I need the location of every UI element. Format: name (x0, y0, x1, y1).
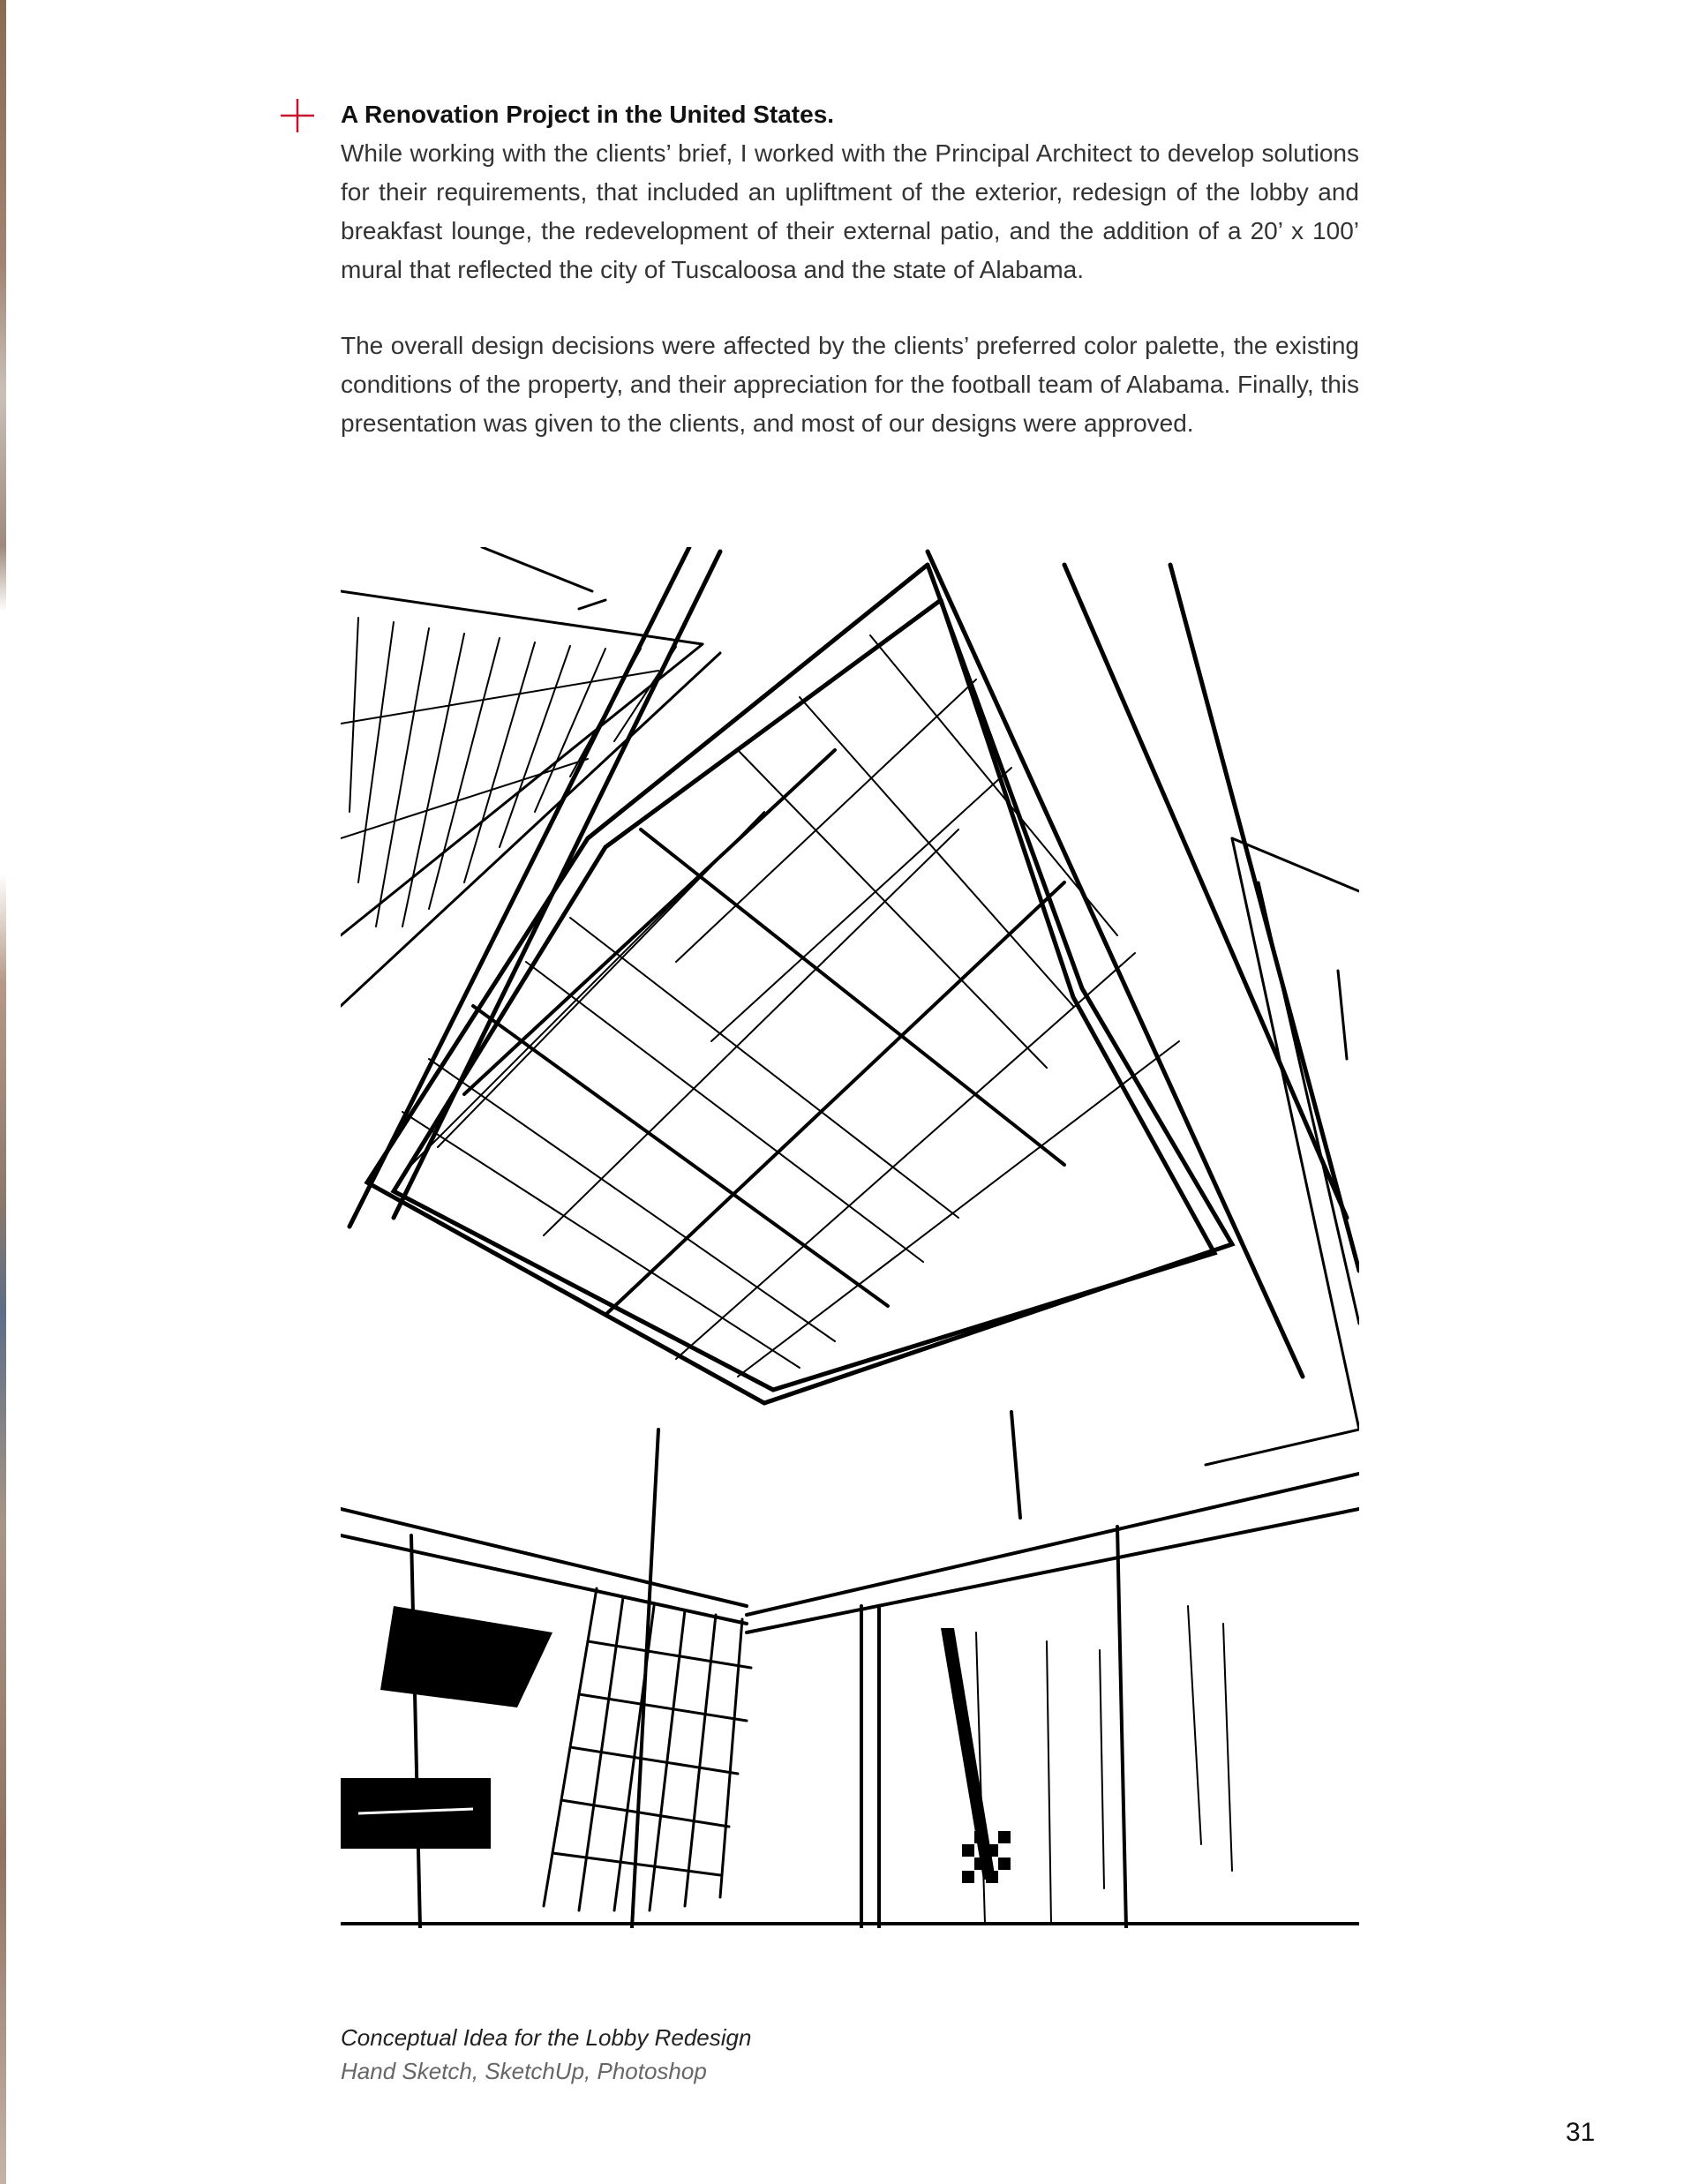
figure-tools: Hand Sketch, SketchUp, Photoshop (341, 2058, 707, 2084)
lobby-ceiling-sketch (341, 547, 1359, 1928)
page-edge-strip (0, 0, 6, 2184)
body-paragraph-2: The overall design decisions were affected by the clients’ preferred color palette, the existing conditions of the property, and their appreciation for the football team of Alabama. Finally, this presentation was given to the clients, and most of our designs were approved. (341, 332, 1359, 437)
plus-icon (281, 99, 314, 132)
page-number: 31 (1566, 2118, 1596, 2147)
body-paragraph-1: While working with the clients’ brief, I worked with the Principal Architect to develop solutions for their requirements, that included an upliftment of the exterior, redesign of the lobby and breakfast lounge, the redevelopment of their external patio, and the addition of a 20’ x 100’ mural that reflected the city of Tuscaloosa and the state of Alabama. (341, 139, 1359, 283)
section-title: A Renovation Project in the United States. (341, 101, 835, 128)
figure-caption: Conceptual Idea for the Lobby Redesign (341, 2024, 752, 2051)
